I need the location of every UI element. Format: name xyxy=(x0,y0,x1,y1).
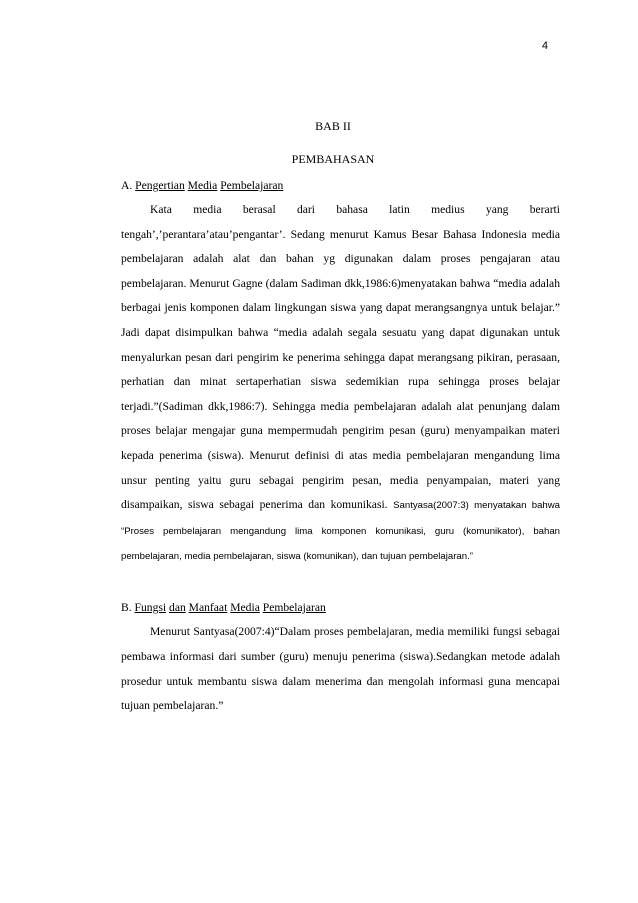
section-b-paragraph: Menurut Santyasa(2007:4)“Dalam proses pembelajaran, media memiliki fungsi sebagai pembawa informasi dari sumber (guru) menuju penerima (siswa).Sedangkan metode adalah prosedur untuk membantu siswa dalam menerima dan mengolah informasi guna mencapai tujuan pembelajaran.” xyxy=(121,625,560,713)
chapter-heading xyxy=(0,119,638,166)
section-b-word-4: Media xyxy=(230,601,260,614)
section-a-body: Kata media berasal dari bahasa latin medius yang berarti tengah’,’perantara’atau’pengantar’. Sedang menurut Kamus Besar Bahasa Indonesia media pembelajaran adalah alat dan bahan yg digunakan dalam proses pengajaran atau pembelajaran. Menurut Gagne (dalam Sadiman dkk,1986:6)menyatakan bahwa “media adalah berbagai jenis komponen dalam lingkungan siswa yang dapat merangsangnya untuk belajar.” Jadi dapat disimpulkan bahwa “media adalah segala sesuatu yang dapat digunakan untuk menyalurkan pesan dari pengirim ke penerima sehingga dapat merangsang pikiran, perasaan, perhatian dan minat sertaperhatian siswa sedemikian rupa sehingga proses belajar terjadi.”(Sadiman dkk,1986:7). Sehingga media pembelajaran adalah alat penunjang dalam proses belajar mengajar guna mempermudah pengirim pesan (guru) menyampaikan materi kepada penerima (siswa). Menurut definisi di atas media pembelajaran mengandung lima unsur penting yaitu guru sebagai pengirim pesan, media penyampaian, materi yang disampaikan, siswa sebagai penerima dan komunikasi. xyxy=(121,203,560,512)
section-a-word-3: Pembelajaran xyxy=(220,179,284,192)
section-a-heading xyxy=(121,178,560,194)
section-b-prefix: B. xyxy=(121,601,135,614)
section-a-prefix: A. xyxy=(121,179,136,192)
section-a xyxy=(121,178,560,570)
section-b xyxy=(121,600,560,719)
section-a-citation: Santyasa(2007:3) menyatakan bahwa “Proses pembelajaran mengandung lima komponen komunikasi, guru (komunikator), bahan pembelajaran, media pembelajaran, siswa (komunikan), dan tujuan pembelajaran.” xyxy=(121,500,560,563)
section-b-word-5: Pembelajaran xyxy=(262,601,326,614)
chapter-label: BAB II xyxy=(315,119,351,133)
section-b-heading xyxy=(121,600,560,616)
chapter-title: PEMBAHASAN xyxy=(291,152,375,166)
section-b-word-2: dan xyxy=(169,601,186,614)
section-b-word-3: Manfaat xyxy=(188,601,228,614)
section-a-word-2: Media xyxy=(187,179,218,192)
section-a-paragraph xyxy=(121,198,560,570)
page-number: 4 xyxy=(541,40,548,52)
section-b-word-1: Fungsi xyxy=(134,601,167,614)
section-a-word-1: Pengertian xyxy=(135,179,185,192)
